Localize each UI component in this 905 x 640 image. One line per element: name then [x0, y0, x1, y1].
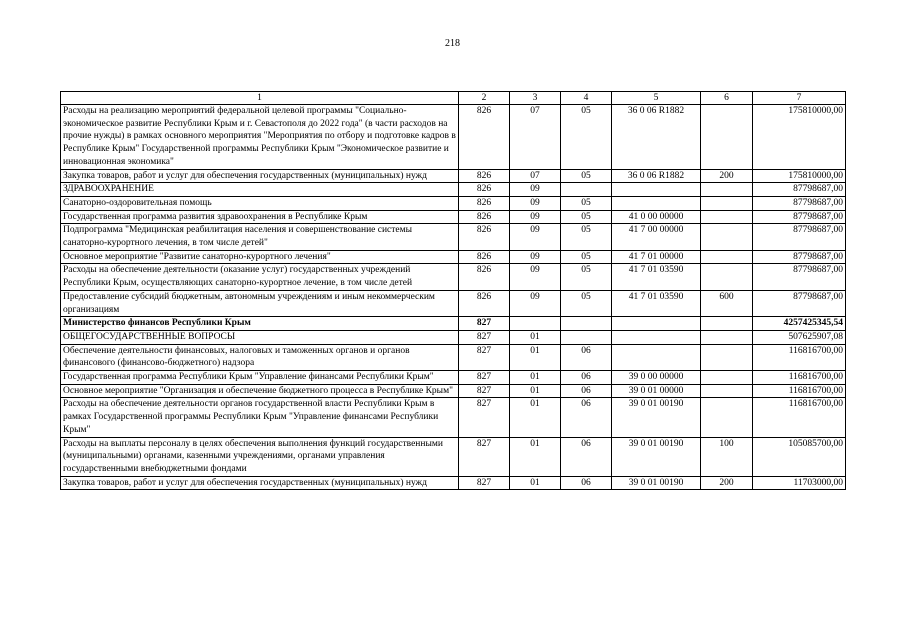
- row-code-cell: 826: [459, 105, 510, 170]
- row-section-cell: 09: [510, 196, 561, 210]
- row-expense-cell: [701, 250, 753, 264]
- table-row: [61, 250, 846, 264]
- row-subsection-cell: 05: [561, 264, 612, 290]
- row-code-cell: 826: [459, 224, 510, 250]
- row-section-cell: 09: [510, 224, 561, 250]
- row-subsection-cell: 05: [561, 290, 612, 316]
- table-row: [61, 210, 846, 224]
- row-section-cell: 09: [510, 290, 561, 316]
- row-subsection-cell: [561, 330, 612, 344]
- table-row: [61, 476, 846, 490]
- row-section-cell: 01: [510, 371, 561, 385]
- row-amount-cell: 4257425345,54: [753, 317, 846, 331]
- row-name-cell: Основное мероприятие "Организация и обеспечение бюджетного процесса в Республике Крым": [61, 384, 459, 398]
- budget-table: [60, 91, 846, 490]
- row-target-cell: 36 0 06 R1882: [612, 169, 701, 183]
- row-code-cell: 826: [459, 210, 510, 224]
- row-name-cell: Расходы на выплаты персоналу в целях обеспечения выполнения функций государственными (муниципальными) органами, казенными учреждениями, органами управления государственными внебюджетными фондами: [61, 437, 459, 476]
- row-expense-cell: [701, 344, 753, 370]
- row-section-cell: 01: [510, 344, 561, 370]
- row-section-cell: 01: [510, 398, 561, 437]
- row-amount-cell: 175810000,00: [753, 169, 846, 183]
- column-header-section: 3: [510, 92, 561, 105]
- row-subsection-cell: [561, 183, 612, 197]
- row-name-cell: Подпрограмма "Медицинская реабилитация населения и совершенствование системы санаторно-курортного лечения, в том числе детей": [61, 224, 459, 250]
- row-name-cell: Государственная программа развития здравоохранения в Республике Крым: [61, 210, 459, 224]
- row-name-cell: Расходы на реализацию мероприятий федеральной целевой программы "Социально-экономическое развитие Республики Крым и г. Севастополя до 2022 года" (в части расходов на прочие нужды) в рамках основного мероприятия "Мероприятия по отбору и подготовке кадров в Республике Крым" Государственной программы Республики Крым "Экономическое развитие и инновационная экономика": [61, 105, 459, 170]
- page-number: 218: [445, 38, 460, 49]
- column-header-subsection: 4: [561, 92, 612, 105]
- row-target-cell: 41 7 01 03590: [612, 264, 701, 290]
- table-row: [61, 290, 846, 316]
- row-amount-cell: 116816700,00: [753, 398, 846, 437]
- row-target-cell: 39 0 01 00190: [612, 437, 701, 476]
- row-target-cell: [612, 344, 701, 370]
- row-subsection-cell: 06: [561, 476, 612, 490]
- row-section-cell: 09: [510, 210, 561, 224]
- row-target-cell: 41 0 00 00000: [612, 210, 701, 224]
- row-expense-cell: 200: [701, 169, 753, 183]
- row-amount-cell: 11703000,00: [753, 476, 846, 490]
- row-code-cell: 826: [459, 169, 510, 183]
- row-section-cell: 07: [510, 169, 561, 183]
- row-section-cell: 01: [510, 330, 561, 344]
- row-subsection-cell: 05: [561, 224, 612, 250]
- row-amount-cell: 116816700,00: [753, 384, 846, 398]
- table-row: [61, 317, 846, 331]
- row-amount-cell: 87798687,00: [753, 224, 846, 250]
- row-name-cell: Основное мероприятие "Развитие санаторно-курортного лечения": [61, 250, 459, 264]
- row-target-cell: 41 7 01 00000: [612, 250, 701, 264]
- column-header-name: 1: [61, 92, 459, 105]
- row-expense-cell: 600: [701, 290, 753, 316]
- row-name-cell: Обеспечение деятельности финансовых, налоговых и таможенных органов и органов финансового (финансово-бюджетного) надзора: [61, 344, 459, 370]
- row-target-cell: [612, 196, 701, 210]
- row-code-cell: 826: [459, 264, 510, 290]
- row-code-cell: 827: [459, 384, 510, 398]
- table-row: [61, 264, 846, 290]
- row-section-cell: 01: [510, 437, 561, 476]
- row-code-cell: 826: [459, 196, 510, 210]
- column-header-amount: 7: [753, 92, 846, 105]
- row-subsection-cell: 06: [561, 384, 612, 398]
- column-header-code: 2: [459, 92, 510, 105]
- row-expense-cell: [701, 330, 753, 344]
- row-subsection-cell: 06: [561, 371, 612, 385]
- row-amount-cell: 116816700,00: [753, 371, 846, 385]
- row-name-cell: Предоставление субсидий бюджетным, автономным учреждениям и иным некоммерческим организациям: [61, 290, 459, 316]
- row-expense-cell: [701, 183, 753, 197]
- row-code-cell: 827: [459, 398, 510, 437]
- row-section-cell: [510, 317, 561, 331]
- row-amount-cell: 87798687,00: [753, 183, 846, 197]
- row-code-cell: 826: [459, 183, 510, 197]
- row-name-cell: ОБЩЕГОСУДАРСТВЕННЫЕ ВОПРОСЫ: [61, 330, 459, 344]
- table-row: [61, 224, 846, 250]
- row-subsection-cell: 06: [561, 398, 612, 437]
- row-name-cell: Расходы на обеспечение деятельности органов государственной власти Республики Крым в рамках Государственной программы Республики Крым "Управление финансами Республики Крым": [61, 398, 459, 437]
- row-target-cell: 39 0 01 00190: [612, 398, 701, 437]
- table-row: [61, 344, 846, 370]
- row-name-cell: Расходы на обеспечение деятельности (оказание услуг) государственных учреждений Республики Крым, осуществляющих санаторно-курортное лечение, в том числе детей: [61, 264, 459, 290]
- table-row: [61, 371, 846, 385]
- table-row: [61, 183, 846, 197]
- row-name-cell: Министерство финансов Республики Крым: [61, 317, 459, 331]
- row-target-cell: 41 7 00 00000: [612, 224, 701, 250]
- row-section-cell: 09: [510, 250, 561, 264]
- table-body: [61, 105, 846, 490]
- row-amount-cell: 116816700,00: [753, 344, 846, 370]
- row-amount-cell: 105085700,00: [753, 437, 846, 476]
- row-subsection-cell: 06: [561, 437, 612, 476]
- row-expense-cell: [701, 384, 753, 398]
- row-code-cell: 826: [459, 290, 510, 316]
- row-code-cell: 827: [459, 437, 510, 476]
- table-header-row: [61, 92, 846, 105]
- row-section-cell: 07: [510, 105, 561, 170]
- row-expense-cell: 100: [701, 437, 753, 476]
- row-target-cell: [612, 183, 701, 197]
- row-expense-cell: [701, 196, 753, 210]
- row-code-cell: 827: [459, 476, 510, 490]
- row-target-cell: 39 0 01 00000: [612, 384, 701, 398]
- row-name-cell: Закупка товаров, работ и услуг для обеспечения государственных (муниципальных) нужд: [61, 476, 459, 490]
- row-amount-cell: 87798687,00: [753, 196, 846, 210]
- row-name-cell: Государственная программа Республики Крым "Управление финансами Республики Крым": [61, 371, 459, 385]
- row-code-cell: 827: [459, 330, 510, 344]
- row-expense-cell: [701, 224, 753, 250]
- row-section-cell: 01: [510, 384, 561, 398]
- row-subsection-cell: 05: [561, 250, 612, 264]
- row-name-cell: ЗДРАВООХРАНЕНИЕ: [61, 183, 459, 197]
- column-header-expense: 6: [701, 92, 753, 105]
- row-amount-cell: 87798687,00: [753, 264, 846, 290]
- column-header-target: 5: [612, 92, 701, 105]
- row-subsection-cell: 05: [561, 196, 612, 210]
- row-target-cell: [612, 330, 701, 344]
- row-subsection-cell: 05: [561, 169, 612, 183]
- row-name-cell: Закупка товаров, работ и услуг для обеспечения государственных (муниципальных) нужд: [61, 169, 459, 183]
- row-amount-cell: 87798687,00: [753, 290, 846, 316]
- table-row: [61, 437, 846, 476]
- table-row: [61, 398, 846, 437]
- row-amount-cell: 175810000,00: [753, 105, 846, 170]
- row-target-cell: 36 0 06 R1882: [612, 105, 701, 170]
- row-expense-cell: [701, 264, 753, 290]
- row-subsection-cell: [561, 317, 612, 331]
- row-target-cell: 39 0 00 00000: [612, 371, 701, 385]
- row-expense-cell: [701, 317, 753, 331]
- row-expense-cell: [701, 105, 753, 170]
- row-expense-cell: [701, 398, 753, 437]
- row-section-cell: 09: [510, 183, 561, 197]
- row-target-cell: [612, 317, 701, 331]
- row-target-cell: 39 0 01 00190: [612, 476, 701, 490]
- table-row: [61, 169, 846, 183]
- row-name-cell: Санаторно-оздоровительная помощь: [61, 196, 459, 210]
- row-amount-cell: 507625907,08: [753, 330, 846, 344]
- row-code-cell: 827: [459, 317, 510, 331]
- table-row: [61, 330, 846, 344]
- row-expense-cell: 200: [701, 476, 753, 490]
- row-expense-cell: [701, 371, 753, 385]
- row-subsection-cell: 05: [561, 105, 612, 170]
- row-section-cell: 01: [510, 476, 561, 490]
- row-subsection-cell: 05: [561, 210, 612, 224]
- row-subsection-cell: 06: [561, 344, 612, 370]
- row-amount-cell: 87798687,00: [753, 210, 846, 224]
- row-section-cell: 09: [510, 264, 561, 290]
- table-row: [61, 384, 846, 398]
- row-expense-cell: [701, 210, 753, 224]
- row-target-cell: 41 7 01 03590: [612, 290, 701, 316]
- row-code-cell: 827: [459, 344, 510, 370]
- table-row: [61, 196, 846, 210]
- row-code-cell: 827: [459, 371, 510, 385]
- row-code-cell: 826: [459, 250, 510, 264]
- table-row: [61, 105, 846, 170]
- row-amount-cell: 87798687,00: [753, 250, 846, 264]
